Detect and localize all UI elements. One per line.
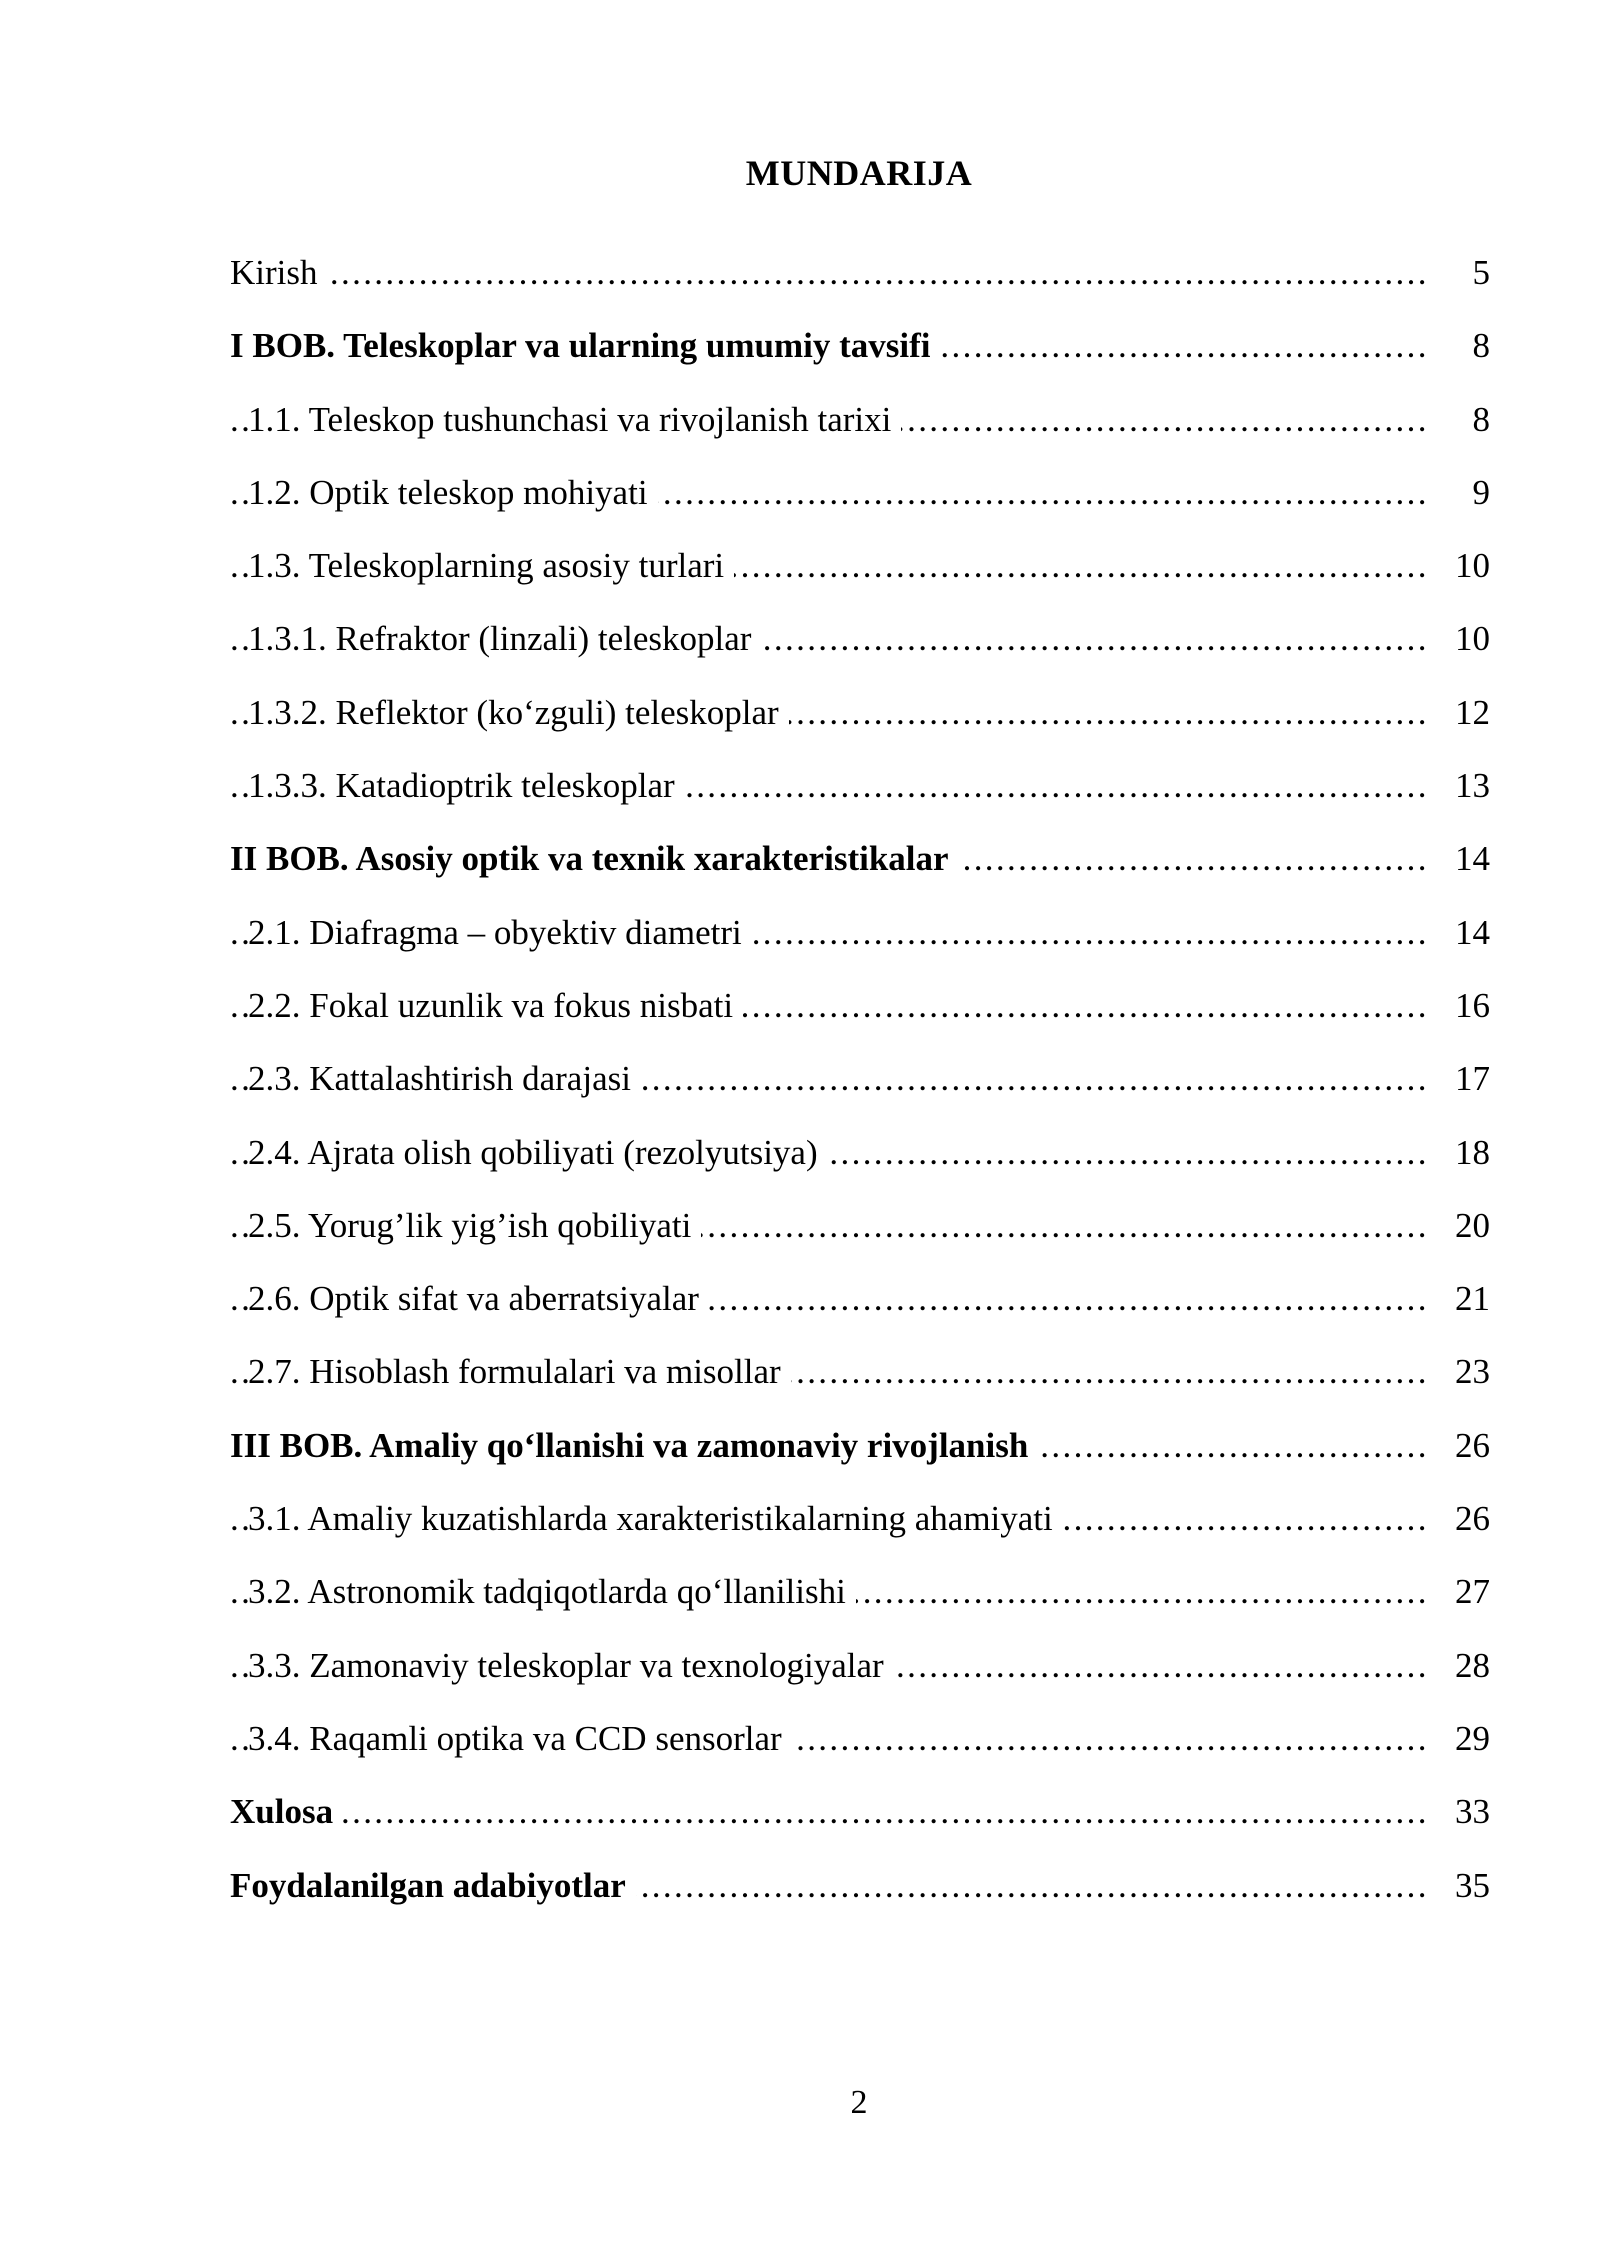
toc-entry [230,1416,1490,1489]
toc-entry-label: 3.4. Raqamli optika va CCD sensorlar [248,1709,792,1769]
toc-entry [230,243,1490,316]
toc-entry [230,1123,1490,1196]
toc-entry-page: 17 [1447,1049,1490,1109]
toc-entry-page: 9 [1465,463,1491,523]
toc-entry-label: 2.3. Kattalashtirish darajasi [248,1049,641,1109]
toc-entry [230,903,1490,976]
toc-entry [230,683,1490,756]
toc-entry-label: Xulosa [230,1782,343,1842]
toc-entry-page: 8 [1465,390,1491,450]
toc-entry-label: 1.3.2. Reflektor (ko‘zguli) teleskoplar [248,683,789,743]
toc-entry [230,1489,1490,1562]
toc-entry [230,1782,1490,1855]
toc-entry-page: 13 [1447,756,1490,816]
toc-entry-label: 2.5. Yorug’lik yig’ish qobiliyati [248,1196,701,1256]
toc-entry-label: 1.2. Optik teleskop mohiyati [248,463,658,523]
toc-entry [230,1342,1490,1415]
toc-entry-label: 2.7. Hisoblash formulalari va misollar [248,1342,791,1402]
toc-entry [230,1049,1490,1122]
toc-entry-page: 29 [1447,1709,1490,1769]
toc-entry [230,976,1490,1049]
toc-entry [230,829,1490,902]
toc-entry-page: 23 [1447,1342,1490,1402]
toc-entry [230,463,1490,536]
toc-entry-label: 3.3. Zamonaviy teleskoplar va texnologiyalar [248,1636,894,1696]
toc-entry-page: 12 [1447,683,1490,743]
toc-entry-label: Kirish [230,243,328,303]
toc-entry-label: 3.1. Amaliy kuzatishlarda xarakteristikalarning ahamiyati [248,1489,1063,1549]
toc-entry-label: III BOB. Amaliy qo‘llanishi va zamonaviy rivojlanish [230,1416,1038,1476]
toc-entry [230,1709,1490,1782]
toc-entry-label: Foydalanilgan adabiyotlar [230,1856,636,1916]
toc-entry [230,1269,1490,1342]
toc-entry-page: 26 [1447,1489,1490,1549]
toc-entry [230,1856,1490,1929]
dot-leader [230,243,1430,303]
toc-entry-label: 3.2. Astronomik tadqiqotlarda qo‘llanilishi [248,1562,856,1622]
toc-entry-page: 28 [1447,1636,1490,1696]
toc-entry-page: 10 [1447,609,1490,669]
toc-entry-page: 10 [1447,536,1490,596]
toc-entry-label: 1.3.1. Refraktor (linzali) teleskoplar [248,609,761,669]
toc-entry-label: 2.1. Diafragma – obyektiv diametri [248,903,752,963]
toc-entry-label: 2.2. Fokal uzunlik va fokus nisbati [248,976,743,1036]
page-number: 2 [850,2084,868,2121]
toc-entry-page: 26 [1447,1416,1490,1476]
page-title: MUNDARIJA [745,153,973,193]
toc-entry [230,316,1490,389]
toc-entry-label: 1.1. Teleskop tushunchasi va rivojlanish tarixi [248,390,901,450]
toc-entry-label: 2.4. Ajrata olish qobiliyati (rezolyutsiya) [248,1123,828,1183]
toc-entry-page: 8 [1465,316,1491,376]
toc-entry [230,390,1490,463]
toc-entry-page: 14 [1447,829,1490,889]
dot-leader [230,1782,1430,1842]
toc-entry [230,1562,1490,1635]
toc-entry-page: 27 [1447,1562,1490,1622]
toc-entry-page: 35 [1447,1856,1490,1916]
toc-entry-page: 21 [1447,1269,1490,1329]
toc-entry-page: 20 [1447,1196,1490,1256]
toc-entry [230,756,1490,829]
toc-entry-page: 5 [1465,243,1491,303]
toc-entry-page: 16 [1447,976,1490,1036]
toc-entry [230,609,1490,682]
toc-entry-label: 2.6. Optik sifat va aberratsiyalar [248,1269,709,1329]
toc-entry-label: II BOB. Asosiy optik va texnik xarakteristikalar [230,829,959,889]
toc-entry-label: I BOB. Teleskoplar va ularning umumiy tavsifi [230,316,940,376]
toc-entry-label: 1.3. Teleskoplarning asosiy turlari [248,536,734,596]
table-of-contents [230,243,1490,1929]
toc-entry [230,536,1490,609]
toc-entry-page: 33 [1447,1782,1490,1842]
toc-entry [230,1196,1490,1269]
toc-entry [230,1636,1490,1709]
toc-entry-page: 18 [1447,1123,1490,1183]
toc-entry-label: 1.3.3. Katadioptrik teleskoplar [248,756,685,816]
toc-entry-page: 14 [1447,903,1490,963]
